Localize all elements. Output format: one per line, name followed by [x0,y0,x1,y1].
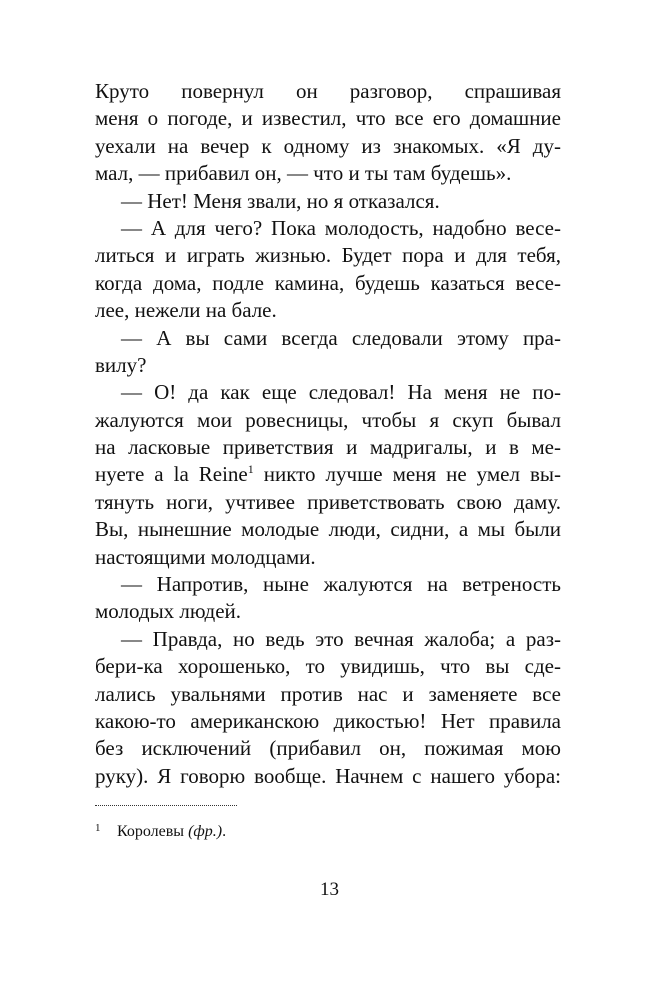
footnote-reference[interactable]: 1 [247,462,254,477]
body-text [95,78,561,790]
text-line: — Напротив, ныне жалуются на ветреность [121,572,561,597]
footnote-text: Королевы [117,823,189,840]
text-line: уехали на вечер к одному из знакомых. «Я ду- [95,133,561,158]
text-line-with-footnote [95,461,561,488]
text-line: настоящими молодцами. [95,544,316,569]
text-line: — А вы сами всегда следовали этому пра- [121,325,561,350]
text-line: — Правда, но ведь это вечная жалоба; а раз- [121,626,561,651]
footnote-separator [95,805,237,806]
text-segment: нуете a la Reine [95,462,248,487]
footnote-end: . [222,823,227,840]
text-line: жалуются мои ровесницы, чтобы я скуп бывал [95,407,561,432]
text-line: тянуть ноги, учтивее приветствовать свою даму. [95,489,561,514]
text-line: без исключений (прибавил он, пожимая мою [95,736,561,761]
page-number: 13 [320,879,339,900]
text-line: когда дома, подле камина, будешь казаться весе- [95,270,561,295]
footnote-language: (фр.) [188,823,223,840]
text-line: литься и играть жизнью. Будет пора и для тебя, [95,243,561,268]
text-line: мал, — прибавил он, — что и ты там будешь». [95,161,512,186]
text-segment: никто лучше меня не умел вы- [253,462,561,487]
text-line: Круто повернул он разговор, спрашивая [95,79,561,103]
text-line: Вы, нынешние молодые люди, сидни, а мы были [95,517,561,542]
text-line: лались увальнями против нас и заменяете все [95,681,561,706]
text-line: — Нет! Меня звали, но я отказался. [121,188,440,213]
text-line: на ласковые приветствия и мадригалы, и в ме- [95,435,561,460]
text-line: — О! да как еще следовал! На меня не по- [121,380,561,405]
text-line: какою-то американскою дикостью! Нет правила [95,708,561,733]
text-line: лее, нежели на бале. [95,298,277,323]
text-line: меня о погоде, и известил, что все его домашние [95,106,561,131]
text-line: руку). Я говорю вообще. Начнем с нашего убора: [95,763,561,788]
text-line: молодых людей. [95,599,242,624]
text-line: бери-ка хорошенько, то увидишь, что вы сде- [95,654,561,679]
footnote-marker: 1 [95,822,101,834]
footnote [95,818,226,842]
text-line: — А для чего? Пока молодость, надобно весе- [121,215,561,240]
text-line: вилу? [95,352,147,377]
